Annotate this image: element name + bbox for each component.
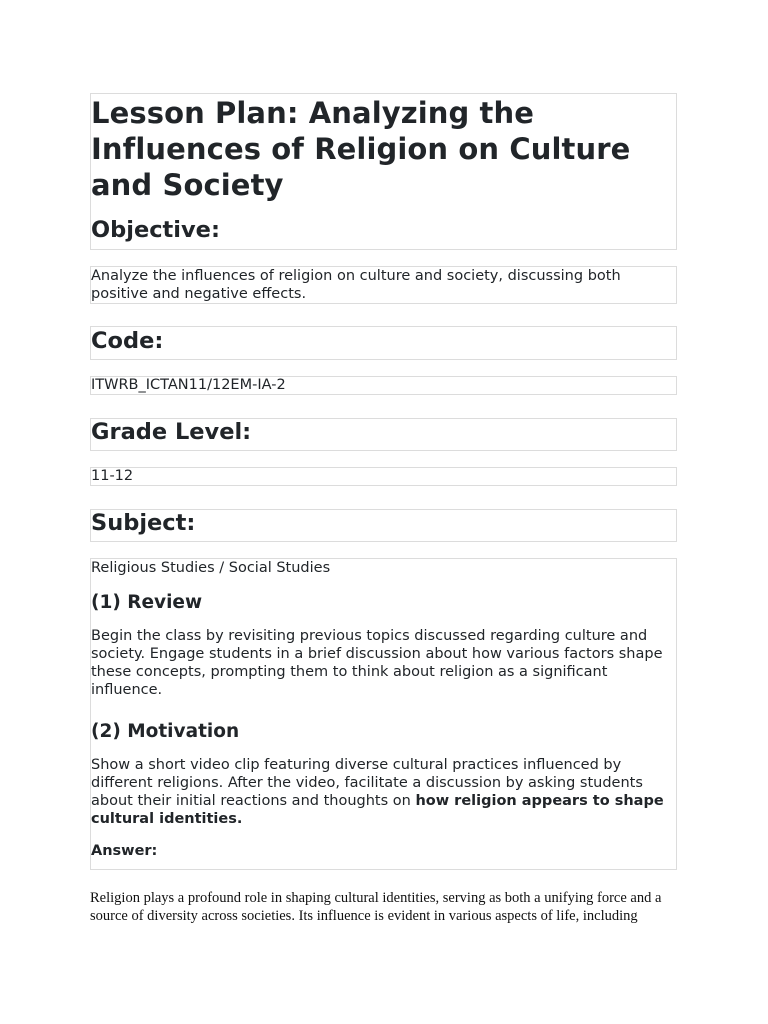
subject-heading-section [90,509,677,542]
subject-heading: Subject: [91,510,196,536]
title-section [90,93,677,250]
motivation-heading: (2) Motivation [91,721,240,742]
grade-heading: Grade Level: [91,419,252,445]
grade-section [90,467,677,486]
grade-text: 11-12 [91,468,134,484]
code-heading-section [90,326,677,360]
objective-heading: Objective: [91,217,220,243]
lesson-body-section [90,558,677,870]
subject-text: Religious Studies / Social Studies [91,560,331,576]
code-heading: Code: [91,328,164,354]
motivation-text-regular: Show a short video clip featuring diverse cultural practices influenced by different religions. After the video, facilitate a discussion by asking students about their initial reactions and thoughts on [91,757,643,809]
grade-heading-section [90,418,677,451]
objective-section [90,266,677,304]
motivation-text [91,756,676,828]
page-title: Lesson Plan: Analyzing the Influences of Religion on Culture and Society [91,96,631,202]
code-section [90,376,677,395]
code-text: ITWRB_ICTAN11/12EM-IA-2 [91,377,286,393]
answer-label: Answer: [91,843,158,859]
answer-text: Religion plays a profound role in shaping cultural identities, serving as both a unifying force and a source of diversity across societies. Its influence is evident in various aspects of life, including [90,890,662,924]
review-text: Begin the class by revisiting previous topics discussed regarding culture and society. Engage students in a brief discussion about how various factors shape these concepts, prompting them to think about religion as a significant influence. [91,628,663,698]
review-heading: (1) Review [91,592,203,613]
motivation-text-bold: how religion appears to shape cultural identities. [91,793,664,827]
objective-text: Analyze the influences of religion on culture and society, discussing both positive and negative effects. [91,268,621,302]
